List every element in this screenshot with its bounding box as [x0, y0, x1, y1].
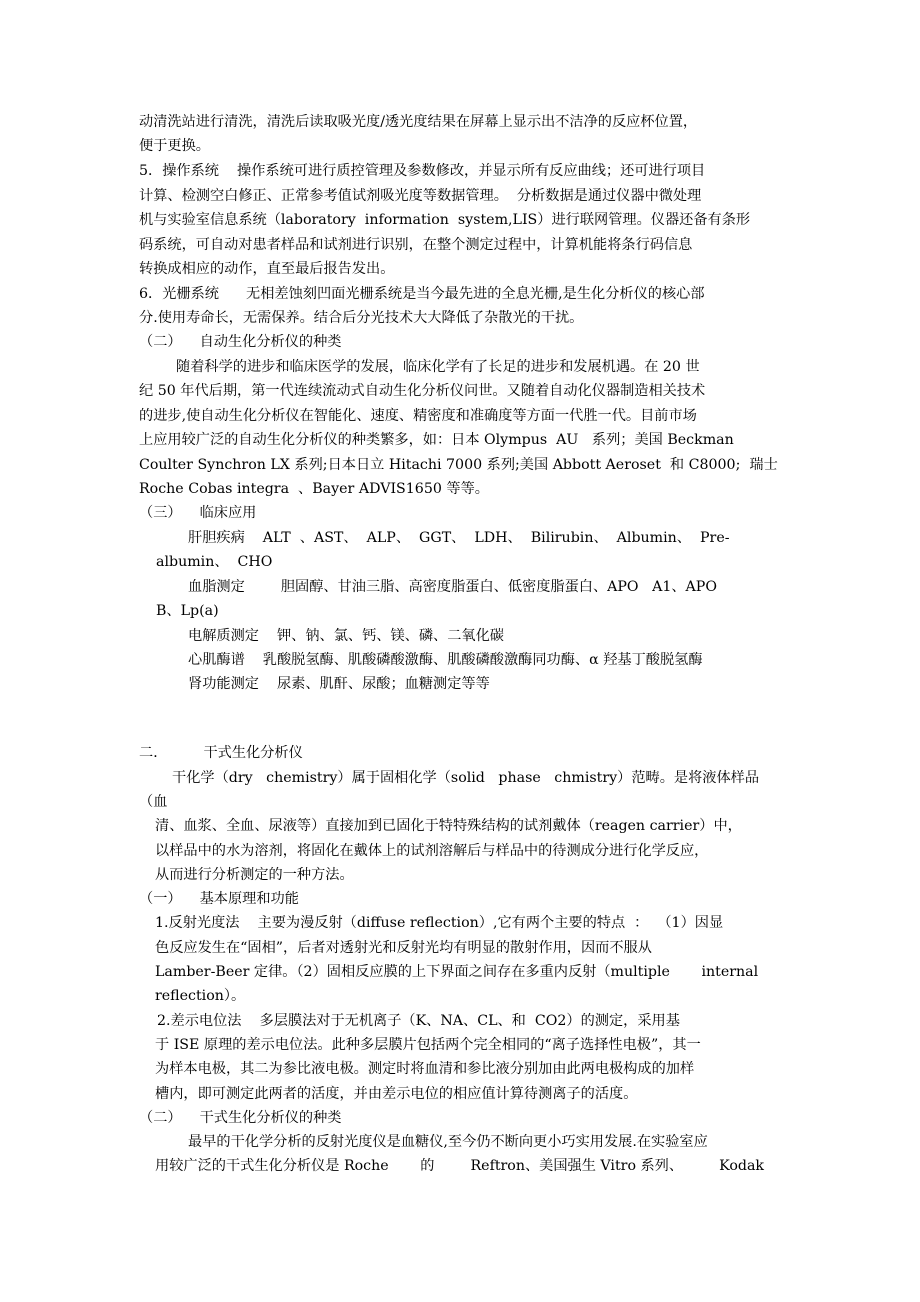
- text-line: 用较广泛的干式生化分析仪是 Roche 的 Reftron、美国强生 Vitro 系列、 Kodak: [155, 1158, 765, 1174]
- text-line: 肝胆疾病 ALT 、AST、 ALP、 GGT、 LDH、 Bilirubin、 Albumin、 Pre-: [188, 530, 730, 546]
- text-line: 随着科学的进步和临床医学的发展，临床化学有了长足的进步和发展机遇。在 20 世: [176, 359, 700, 375]
- text-line: 分.使用寿命长，无需保养。结合后分光技术大大降低了杂散光的干扰。: [139, 310, 584, 326]
- text-line: reflection）。: [155, 988, 246, 1004]
- text-line: 动清洗站进行清洗，清洗后读取吸光度/透光度结果在屏幕上显示出不洁净的反应杯位置，: [139, 114, 698, 130]
- text-line: 5．操作系统 操作系统可进行质控管理及参数修改，并显示所有反应曲线；还可进行项目: [139, 163, 706, 179]
- text-line: B、Lp(a): [156, 603, 219, 619]
- text-line: 干化学（dry chemistry）属于固相化学（solid phase chmistry）范畴。是将液体样品: [172, 770, 760, 786]
- text-line: 从而进行分析测定的一种方法。: [155, 867, 354, 883]
- text-line: （血: [139, 794, 168, 810]
- text-line: Roche Cobas integra 、Bayer ADVIS1650 等等。: [139, 481, 489, 497]
- text-line: 槽内，即可测定此两者的活度，并由差示电位的相应值计算待测离子的活度。: [155, 1086, 638, 1102]
- text-line: 的进步,使自动生化分析仪在智能化、速度、精密度和准确度等方面一代胜一代。目前市场: [139, 408, 697, 424]
- text-line: 纪 50 年代后期，第一代连续流动式自动生化分析仪问世。又随着自动化仪器制造相关技术: [139, 383, 706, 399]
- section-heading: （二） 干式生化分析仪的种类: [139, 1110, 342, 1126]
- text-line: 最早的干化学分析的反射光度仪是血糖仪,至今仍不断向更小巧实用发展.在实验室应: [188, 1134, 708, 1150]
- section-heading: （二） 自动生化分析仪的种类: [139, 334, 342, 350]
- text-line: 心肌酶谱 乳酸脱氢酶、肌酸磷酸激酶、肌酸磷酸激酶同功酶、α 羟基丁酸脱氢酶: [188, 652, 703, 668]
- text-line: 血脂测定 胆固醇、甘油三脂、高密度脂蛋白、低密度脂蛋白、APO A1、APO: [188, 579, 717, 595]
- text-line: 转换成相应的动作，直至最后报告发出。: [139, 261, 395, 277]
- text-line: 于 ISE 原理的差示电位法。此种多层膜片包括两个完全相同的“离子选择性电极”，其一: [155, 1037, 701, 1053]
- text-line: 便于更换。: [139, 138, 210, 154]
- text-line: 码系统，可自动对患者样品和试剂进行识别，在整个测定过程中，计算机能将条行码信息: [139, 237, 693, 253]
- text-line: 电解质测定 钾、钠、氯、钙、镁、磷、二氧化碳: [188, 628, 504, 644]
- text-line: 肾功能测定 尿素、肌酐、尿酸；血糖测定等等: [188, 676, 490, 692]
- section-heading: （一） 基本原理和功能: [139, 891, 299, 907]
- text-line: 6．光栅系统 无相差蚀刻凹面光栅系统是当今最先进的全息光栅,是生化分析仪的核心部: [139, 286, 705, 302]
- text-line: 2.差示电位法 多层膜法对于无机离子（K、NA、CL、和 CO2）的测定，采用基: [157, 1013, 680, 1029]
- text-line: 为样本电极，其二为参比液电极。测定时将血清和参比液分别加由此两电极构成的加样: [155, 1061, 695, 1077]
- section-heading: 二． 干式生化分析仪: [139, 745, 303, 761]
- text-line: 色反应发生在“固相”，后者对透射光和反射光均有明显的散射作用，因而不服从: [155, 940, 652, 956]
- text-line: 1.反射光度法 主要为漫反射（diffuse reflection）,它有两个主要的特点 ： （1）因显: [155, 915, 724, 931]
- text-line: 以样品中的水为溶剂，将固化在戴体上的试剂溶解后与样品中的待测成分进行化学反应，: [155, 843, 709, 859]
- section-heading: （三） 临床应用: [139, 505, 257, 521]
- text-line: 上应用较广泛的自动生化分析仪的种类繁多，如：日本 Olympus AU 系列；美国 Beckman: [139, 432, 734, 448]
- text-line: 机与实验室信息系统（laboratory information system,LIS）进行联网管理。仪器还备有条形: [139, 212, 751, 228]
- text-line: 计算、检测空白修正、正常参考值试剂吸光度等数据管理。 分析数据是通过仪器中微处理: [139, 188, 702, 204]
- text-line: Coulter Synchron LX 系列;日本日立 Hitachi 7000 系列;美国 Abbott Aeroset 和 C8000; 瑞士: [139, 457, 778, 473]
- text-line: albumin、 CHO: [156, 554, 273, 570]
- text-line: Lamber-Beer 定律。（2）固相反应膜的上下界面之间存在多重内反射（multiple internal: [155, 964, 759, 980]
- text-line: 清、血浆、全血、尿液等）直接加到已固化于特特殊结构的试剂戴体（reagen carrier）中，: [155, 818, 742, 834]
